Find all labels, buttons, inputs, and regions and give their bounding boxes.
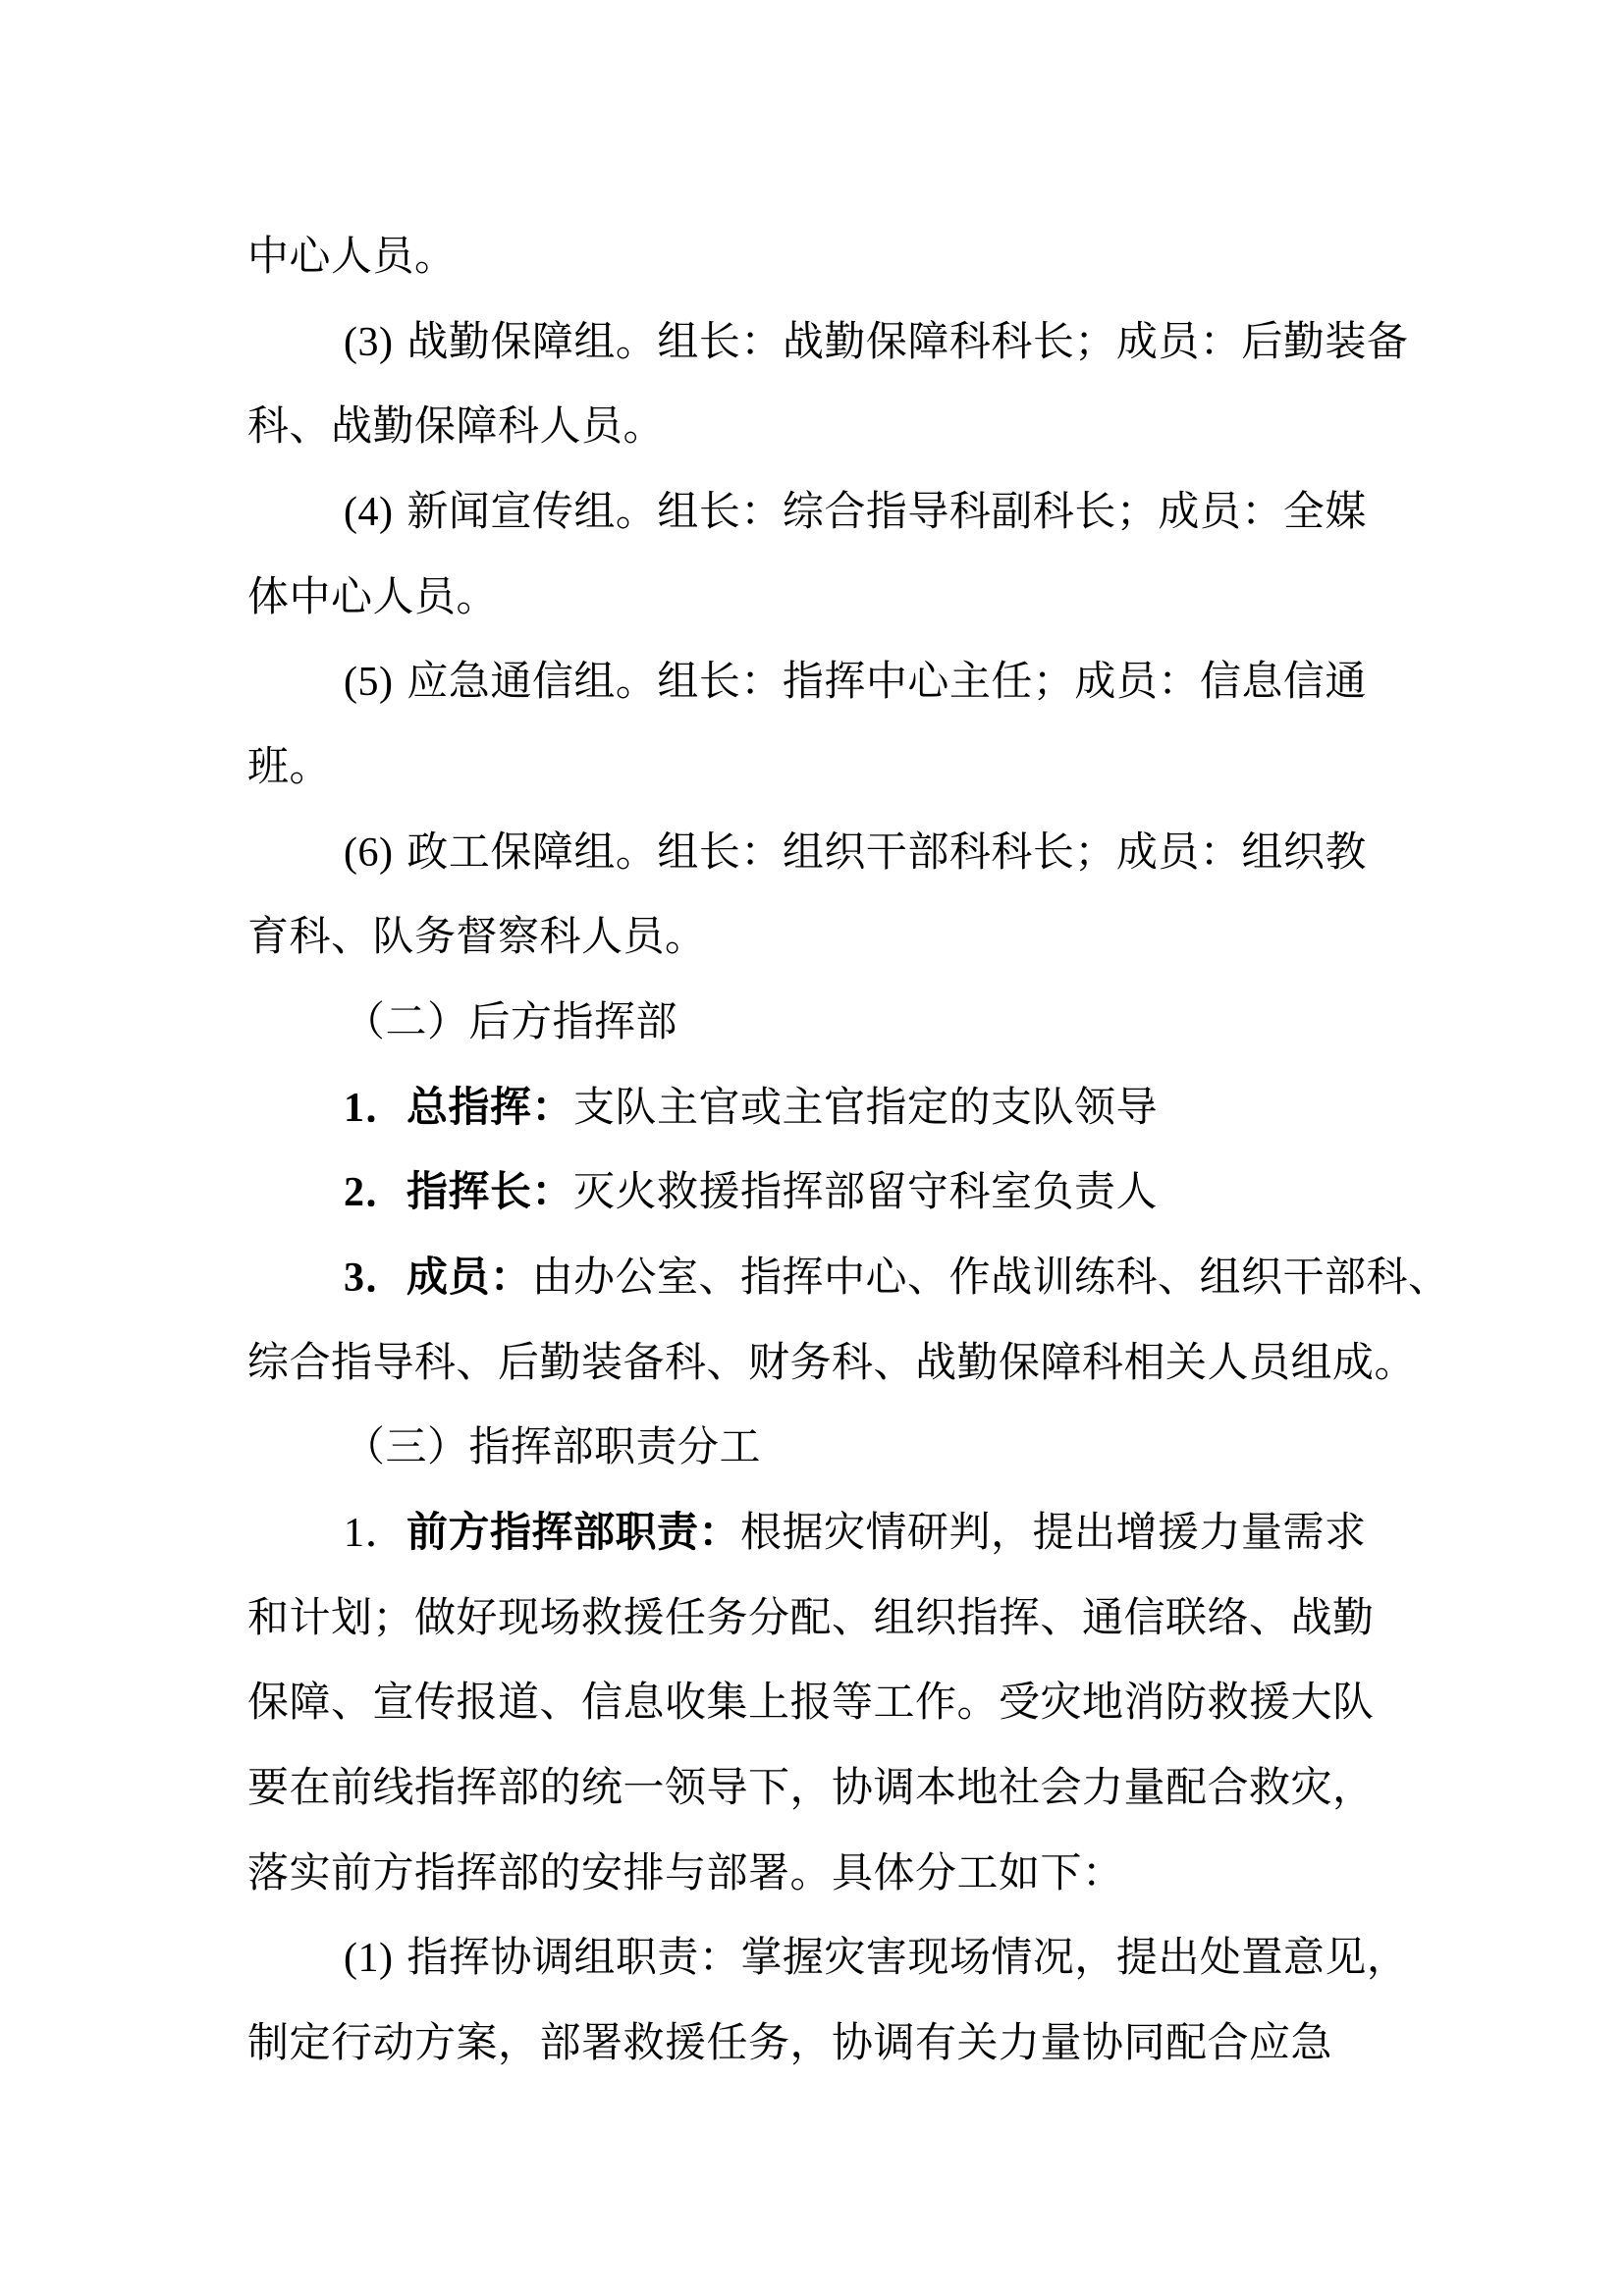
list-item-members (344, 1248, 1483, 1307)
line-text: 落实前方指挥部的安排与部署。具体分工如下： (247, 1848, 1124, 1896)
line-text: 综合指导科、后勤装备科、财务科、战勤保障科相关人员组成。 (247, 1338, 1417, 1386)
item-label: 前方指挥部职责： (406, 1508, 741, 1556)
list-item-commander-in-chief (344, 1078, 1483, 1137)
item-number: 1． (344, 1086, 407, 1131)
line-text: 由办公室、指挥中心、作战训练科、组织干部科、 (531, 1253, 1450, 1301)
item-label: 总指挥： (406, 1083, 574, 1131)
line-text: 灭火救援指挥部留守科室负责人 (573, 1167, 1159, 1215)
line-text: 政工保障组。组长：组织干部科科长；成员：组织教 (393, 828, 1367, 876)
section-heading-duties (344, 1417, 1483, 1476)
text-line (247, 227, 1386, 286)
line-text: 战勤保障组。组长：战勤保障科科长；成员：后勤装备 (393, 317, 1409, 365)
list-item-group-6 (344, 823, 1483, 881)
line-text: 支队主官或主官指定的支队领导 (573, 1083, 1159, 1131)
list-item-commander (344, 1162, 1483, 1221)
text-line (247, 1758, 1386, 1817)
line-text: 和计划；做好现场救援任务分配、组织指挥、通信联络、战勤 (247, 1593, 1375, 1641)
line-text: 中心人员。 (247, 232, 457, 280)
line-text: 新闻宣传组。组长：综合指导科副科长；成员：全媒 (393, 487, 1367, 535)
text-line (247, 1673, 1386, 1732)
item-number: 2． (344, 1170, 407, 1215)
line-text: 保障、宣传报道、信息收集上报等工作。受灾地消防救援大队 (247, 1678, 1375, 1726)
line-text: 班。 (247, 742, 332, 790)
section-heading-text: （二）后方指挥部 (344, 997, 678, 1045)
text-line (247, 1843, 1386, 1902)
item-number: 1． (344, 1511, 407, 1556)
item-number: 3． (344, 1255, 407, 1301)
list-item-group-5 (344, 652, 1483, 711)
list-item-coordination-group (344, 1928, 1483, 1987)
line-text: 要在前线指挥部的统一领导下，协调本地社会力量配合救灾， (247, 1763, 1375, 1811)
text-line (247, 567, 1386, 626)
text-line (247, 1588, 1386, 1647)
text-line (247, 397, 1386, 455)
item-number: (4) (344, 490, 394, 535)
line-text: 指挥协调组职责：掌握灾害现场情况，提出处置意见， (393, 1933, 1409, 1981)
text-line (247, 2013, 1386, 2072)
item-number: (5) (344, 660, 394, 705)
item-number: (1) (344, 1936, 394, 1981)
text-line (247, 737, 1386, 796)
list-item-group-3 (344, 312, 1483, 371)
item-number: (3) (344, 320, 394, 365)
item-label: 指挥长： (406, 1167, 574, 1215)
text-line (247, 907, 1386, 966)
section-heading-text: （三）指挥部职责分工 (344, 1422, 762, 1470)
item-number: (6) (344, 830, 394, 876)
line-text: 根据灾情研判，提出增援力量需求 (740, 1508, 1367, 1556)
line-text: 体中心人员。 (247, 572, 499, 620)
line-text: 应急通信组。组长：指挥中心主任；成员：信息信通 (393, 657, 1367, 705)
list-item-group-4 (344, 482, 1483, 541)
line-text: 育科、队务督察科人员。 (247, 912, 707, 960)
text-line (247, 1333, 1417, 1392)
line-text: 制定行动方案，部署救援任务，协调有关力量协同配合应急 (247, 2018, 1333, 2066)
item-label: 成员： (406, 1253, 532, 1301)
section-heading-rear-command (344, 992, 1483, 1051)
line-text: 科、战勤保障科人员。 (247, 401, 666, 450)
list-item-front-command-duties (344, 1503, 1483, 1562)
